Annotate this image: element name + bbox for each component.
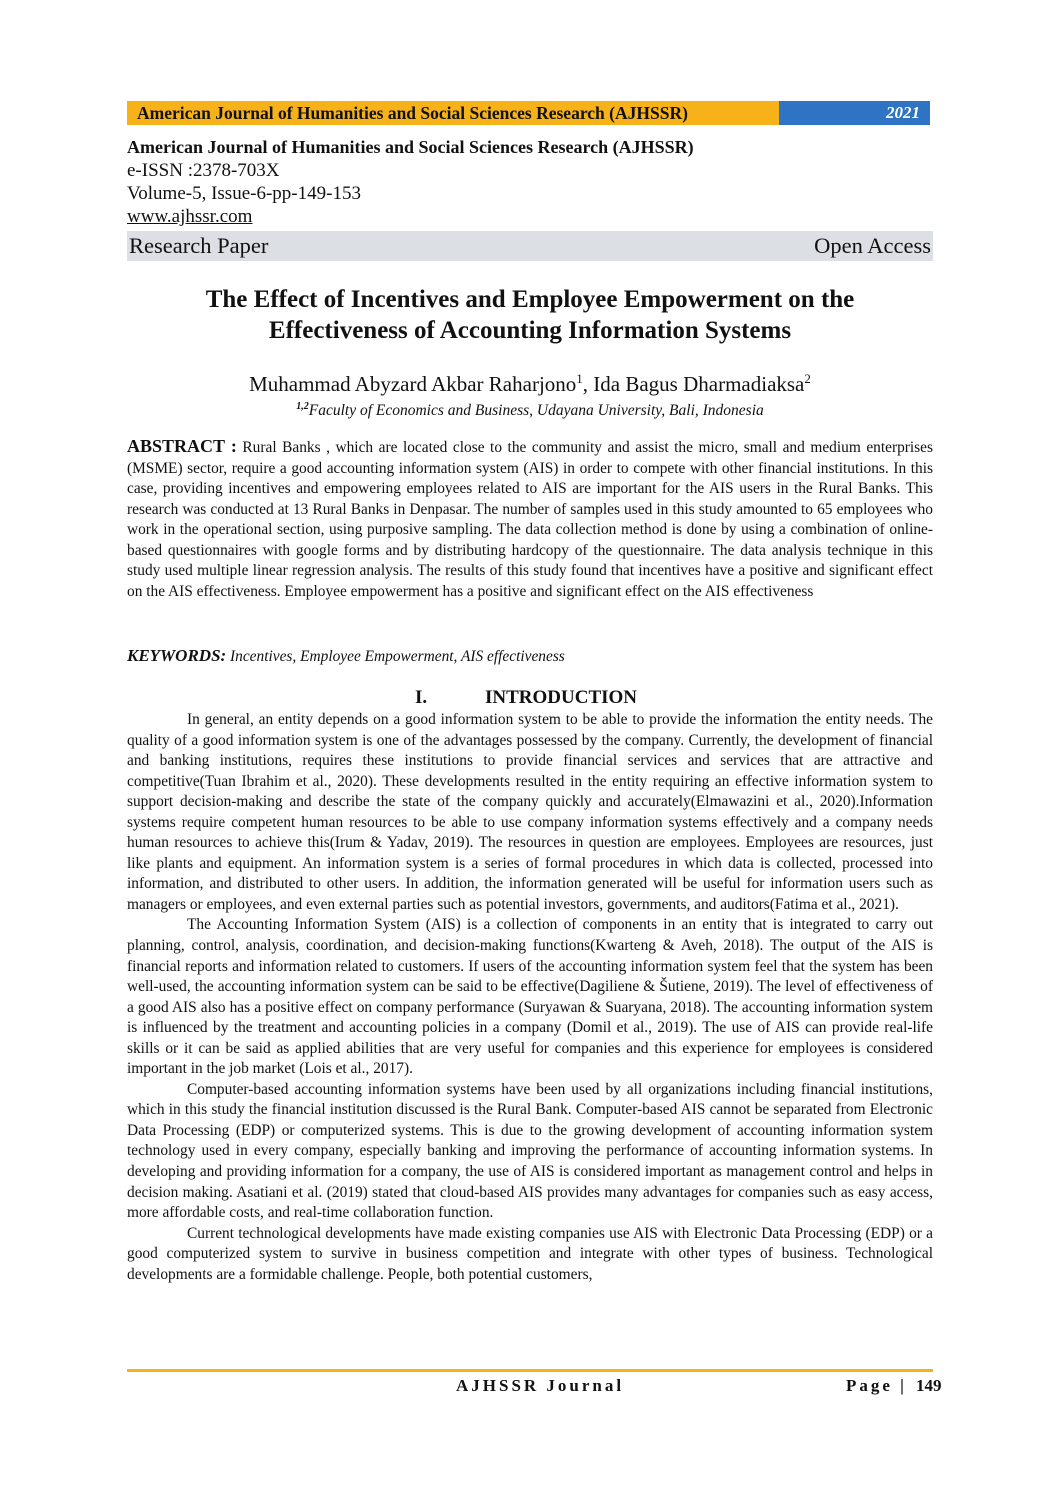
footer-journal: AJHSSR Journal	[456, 1376, 625, 1395]
author-1-sup: 1	[576, 371, 583, 386]
title-line-2: Effectiveness of Accounting Information Systems	[268, 317, 792, 344]
keywords-label: KEYWORDS:	[127, 646, 227, 665]
affiliation-text: Faculty of Economics and Business, Udayana University, Bali, Indonesia	[308, 402, 764, 420]
section-number: I.	[415, 687, 428, 708]
journal-meta	[127, 136, 933, 228]
intro-paragraph: The Accounting Information System (AIS) is a collection of components in an entity that is integrated to carry out planning, control, analysis, coordination, and decision-making functions(Kwarteng & Aveh, 2018). The output of the AIS is financial reports and information related to customers. If users of the accounting information system feel that the system has been well-used, the accounting information system can be said to be effective(Dagiliene & Šutiene, 2019). The level of effectiveness of a good AIS also has a positive effect on company performance (Suryawan & Suaryana, 2018). The accounting information system is influenced by the treatment and accounting policies in a company (Domil et al., 2019). The use of AIS can provide real-life skills or it can be said as applied abilities that are very useful for companies and this experience for employees is considered important in the job market (Lois et al., 2017).	[127, 916, 933, 1078]
header-year: 2021	[779, 101, 930, 125]
meta-url-link[interactable]: www.ajhssr.com	[127, 206, 253, 227]
author-list	[127, 366, 933, 397]
header-journal-name: American Journal of Humanities and Social Sciences Research (AJHSSR)	[127, 101, 779, 125]
meta-volume: Volume-5, Issue-6-pp-149-153	[127, 183, 361, 204]
affiliation	[127, 397, 933, 421]
footer-divider	[127, 1369, 933, 1372]
author-separator: ,	[582, 372, 594, 396]
author-2: Ida Bagus Dharmadiaksa	[593, 372, 805, 396]
journal-header-bar	[127, 101, 930, 125]
access-type: Open Access	[814, 233, 931, 258]
meta-issn: e-ISSN :2378-703X	[127, 160, 280, 181]
page-footer	[127, 1374, 942, 1398]
section-title: INTRODUCTION	[485, 687, 638, 708]
keywords	[127, 646, 933, 667]
footer-page-number: 149	[916, 1376, 942, 1395]
author-1: Muhammad Abyzard Akbar Raharjono	[249, 372, 577, 396]
paper-type: Research Paper	[129, 233, 269, 258]
introduction-body	[127, 710, 933, 1285]
author-2-sup: 2	[804, 371, 811, 386]
abstract-text: Rural Banks , which are located close to the community and assist the micro, small and medium enterprises (MSME) sector, require a good accounting information system (AIS) in order to compete with other financial institutions. In this case, providing incentives and empowering employees related to AIS are important for the AIS users in the Rural Banks. This research was conducted at 13 Rural Banks in Denpasar. The number of samples used in this study amounted to 65 employees who work in the operational section, using purposive sampling. The data collection method is done by using a combination of online-based questionnaires with google forms and by distributing hardcopy of the questionnaire. The data analysis technique in this study used multiple linear regression analysis. The results of this study found that incentives have a positive and significant effect on the AIS effectiveness. Employee empowerment has a positive and significant effect on the AIS effectiveness	[127, 439, 933, 600]
meta-journal-name: American Journal of Humanities and Social Sciences Research (AJHSSR)	[127, 137, 694, 157]
intro-paragraph: In general, an entity depends on a good information system to be able to provide the information the entity needs. The quality of a good information system is one of the advantages possessed by the company. Currently, the development of financial and banking institutions, requires these institutions to provide financial services and services that are attractive and competitive(Tuan Ibrahim et al., 2020). These developments resulted in the entity requiring an effective information system to support decision-making and describe the state of the company quickly and accurately(Elmawazini et al., 2020).Information systems require competent human resources to be able to use company information systems effectively and a company needs human resources to achieve this(Irum & Yadav, 2019). The resources in question are employees. Employees are resources, just like plants and equipment. An information system is a series of formal procedures in which data is collected, processed into information, and distributed to other users. In addition, the information generated will be useful for information users such as managers or employees, and even external parties such as potential investors, governments, and auditors(Fatima et al., 2021).	[127, 711, 933, 913]
footer-page-label: Page |	[846, 1376, 907, 1395]
affiliation-sup: 1,2	[296, 401, 309, 412]
abstract	[127, 436, 933, 602]
intro-paragraph: Current technological developments have made existing companies use AIS with Electronic Data Processing (EDP) or a good computerized system to survive in business competition and integrate with other types of business. Technological developments are a formidable challenge. People, both potential customers,	[127, 1224, 933, 1283]
abstract-label: ABSTRACT :	[127, 436, 237, 456]
paper-type-bar	[127, 231, 933, 261]
keywords-text: Incentives, Employee Empowerment, AIS effectiveness	[226, 648, 565, 665]
paper-title	[127, 284, 933, 346]
intro-paragraph: Computer-based accounting information systems have been used by all organizations including financial institutions, which in this study the financial institution discussed is the Rural Bank. Computer-based AIS cannot be separated from Electronic Data Processing (EDP) or computerized systems. This is due to the growing development of accounting information system technology used in every company, especially banking and improving the performance of accounting information systems. In developing and providing information for a company, the use of AIS is considered important as management control and helps in decision making. Asatiani et al. (2019) stated that cloud-based AIS provides many advantages for companies such as easy access, more affordable costs, and real-time collaboration function.	[127, 1080, 933, 1222]
title-line-1: The Effect of Incentives and Employee Empowerment on the	[205, 286, 855, 313]
